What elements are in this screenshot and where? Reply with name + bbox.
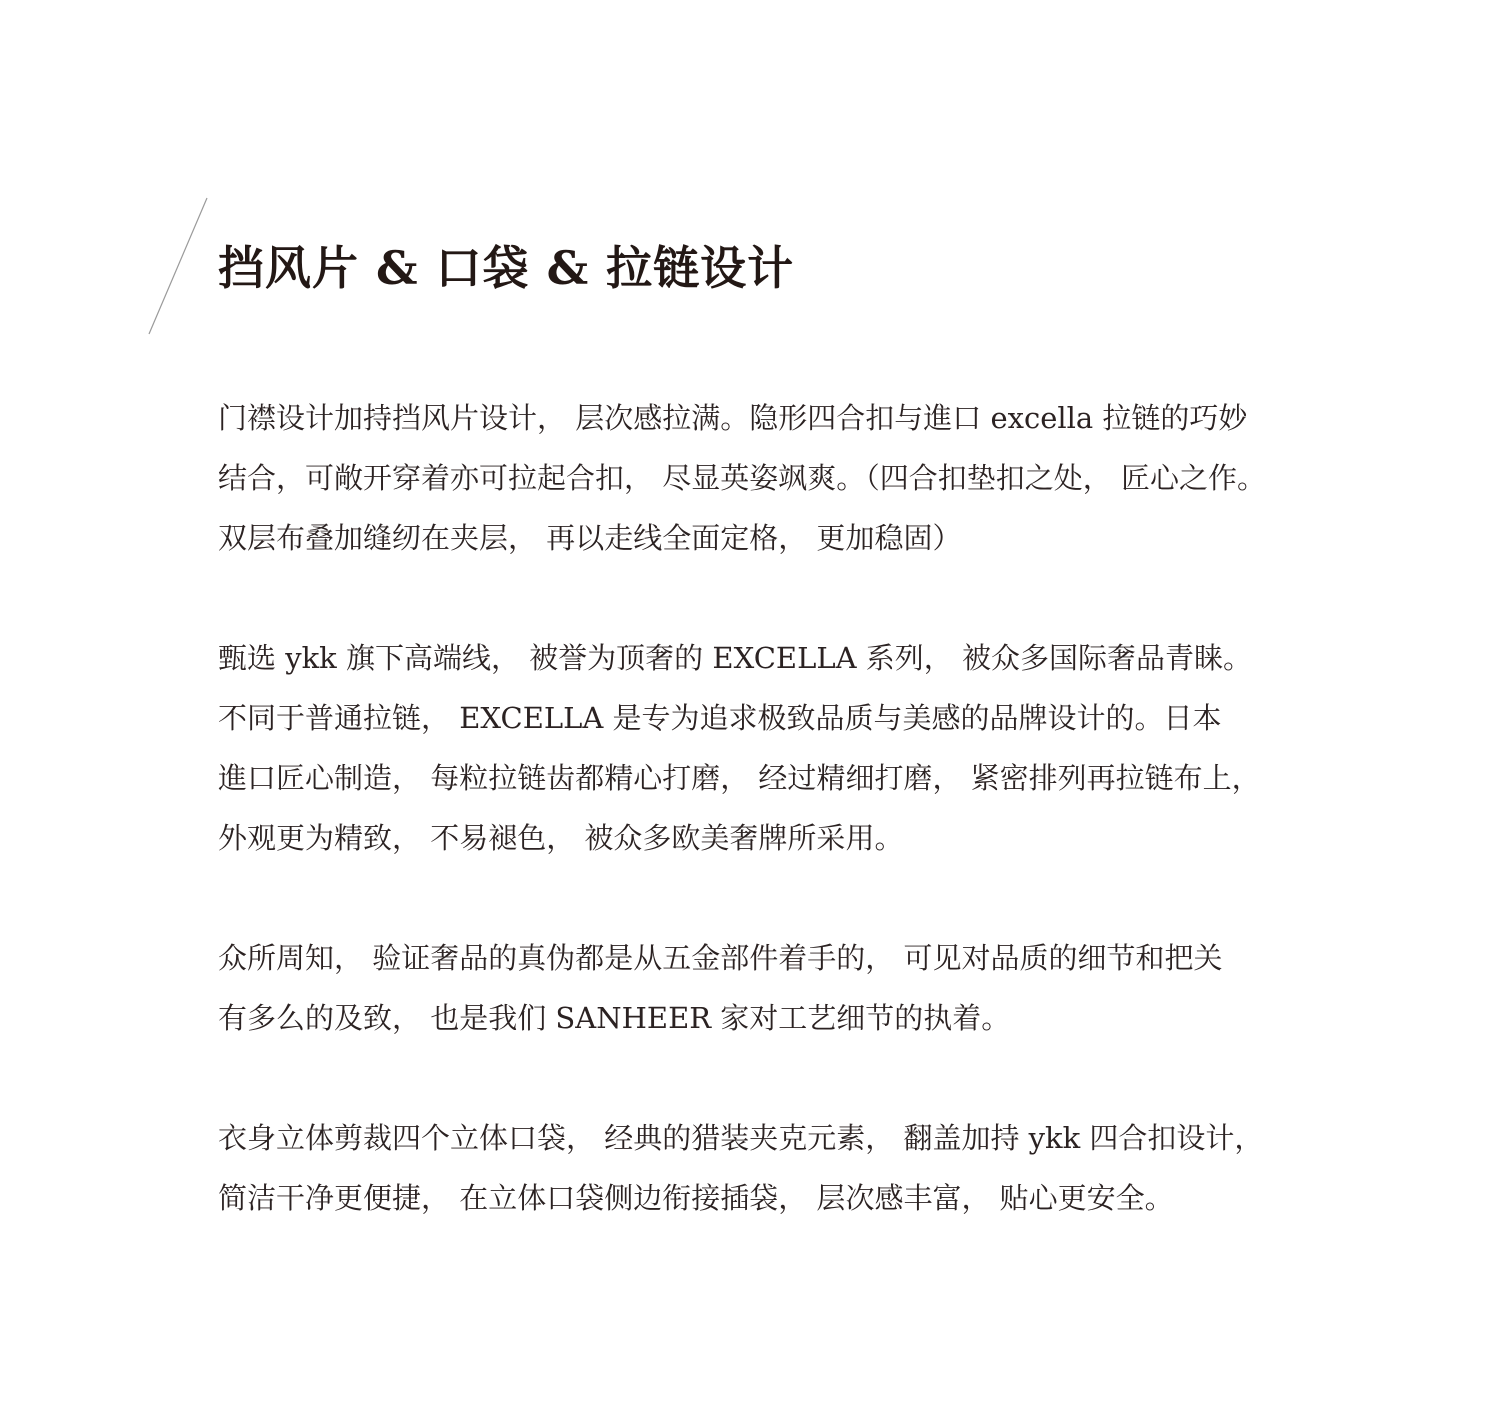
paragraph-line: 甄选 ykk 旗下高端线， 被誉为顶奢的 EXCELLA 系列， 被众多国际奢品青睐。 — [218, 641, 1252, 675]
paragraph-line: 衣身立体剪裁四个立体口袋， 经典的猎装夹克元素， 翻盖加持 ykk 四合扣设计， — [218, 1121, 1264, 1155]
paragraph-line: 简洁干净更便捷， 在立体口袋侧边衔接插袋， 层次感丰富， 贴心更安全。 — [218, 1181, 1174, 1215]
paragraph-line: 不同于普通拉链， EXCELLA 是专为追求极致品质与美感的品牌设计的。日本 — [218, 701, 1222, 735]
paragraph-line: 進口匠心制造， 每粒拉链齿都精心打磨， 经过精细打磨， 紧密排列再拉链布上， — [218, 761, 1261, 795]
paragraph-hardware-quality — [218, 928, 1288, 1048]
page-title: 挡风片 & 口袋 & 拉链设计 — [218, 241, 795, 295]
paragraph-line: 有多么的及致， 也是我们 SANHEER 家对工艺细节的执着。 — [218, 1001, 1011, 1035]
paragraph-excella-zipper — [218, 628, 1288, 868]
paragraph-placket-zipper — [218, 388, 1288, 568]
paragraph-line: 门襟设计加持挡风片设计， 层次感拉满。隐形四合扣与進口 excella 拉链的巧妙 — [218, 401, 1248, 435]
paragraph-line: 众所周知， 验证奢品的真伪都是从五金部件着手的， 可见对品质的细节和把关 — [218, 941, 1223, 975]
paragraph-line: 结合，可敞开穿着亦可拉起合扣， 尽显英姿飒爽。（四合扣垫扣之处， 匠心之作。 — [218, 461, 1266, 495]
paragraph-pockets — [218, 1108, 1288, 1228]
paragraph-line: 外观更为精致， 不易褪色， 被众多欧美奢牌所采用。 — [218, 821, 904, 855]
paragraph-line: 双层布叠加缝纫在夹层， 再以走线全面定格， 更加稳固） — [218, 521, 962, 555]
